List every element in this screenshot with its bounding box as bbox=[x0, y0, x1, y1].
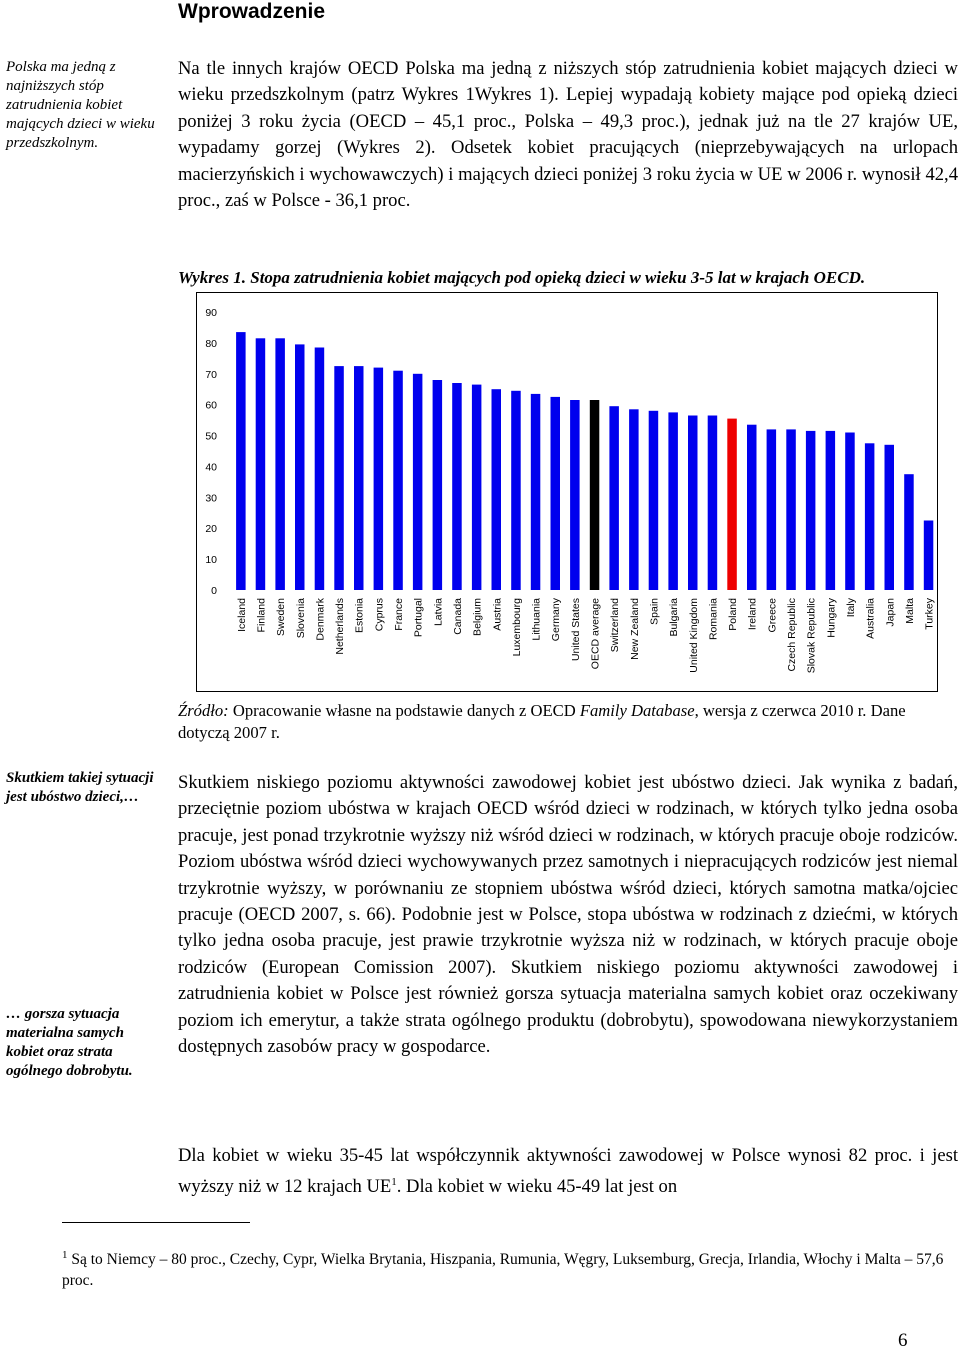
source-text-2: , wersja z czerwca 2010 r. Dane dotyczą 2007 r. bbox=[178, 701, 906, 742]
bar bbox=[295, 344, 305, 590]
x-tick-label: Denmark bbox=[314, 598, 327, 641]
x-tick-label: Estonia bbox=[353, 598, 366, 634]
x-tick-label: Slovenia bbox=[294, 598, 307, 639]
chart-source bbox=[178, 700, 938, 744]
bar bbox=[727, 419, 737, 590]
x-tick-label: Ireland bbox=[746, 598, 759, 631]
footnote-divider bbox=[62, 1222, 250, 1223]
x-tick-label: Austria bbox=[491, 598, 504, 631]
bar bbox=[492, 389, 502, 590]
bar bbox=[865, 443, 875, 590]
bar bbox=[590, 400, 600, 590]
bar bbox=[786, 429, 796, 590]
bar bbox=[688, 416, 698, 591]
bar bbox=[374, 368, 384, 590]
bar bbox=[452, 383, 462, 590]
poverty-paragraph: Skutkiem niskiego poziomu aktywności zawodowej kobiet jest ubóstwo dzieci. Jak wynika z badań, przeciętnie poziom ubóstwa w krajach OECD wśród dzieci w rodzinach, w których tylko jedna osoba pracuje, jest ponad trzykrotnie wyższy niż wśród dzieci w rodzinach, w których pracuje oboje rodziców. Poziom ubóstwa wśród dzieci wychowywanych przez samotnych i niepracujących rodziców jest niemal trzykrotnie wyższy, w porównaniu ze stopniem ubóstwa wśród dzieci, których samotna matka/ojciec pracuje (OECD 2007, s. 66). Podobnie jest w Polsce, stopa ubóstwa w rodzinach z dziećmi, w których tylko jedna osoba pracuje, jest prawie trzykrotnie wyższa niż w rodzinach, w których pracuje oboje rodziców (European Comission 2007). Skutkiem niskiego poziomu aktywności zawodowej i zatrudnienia kobiet w Polsce jest również gorsza sytuacja materialna samych kobiet oraz oczekiwany poziom ich emerytur, a także strata ogólnego produktu (dobrobytu), spowodowana niewykorzystaniem dostępnych zasobów pracy w gospodarce. bbox=[178, 772, 958, 1058]
x-tick-label: Iceland bbox=[235, 598, 248, 632]
x-tick-label: France bbox=[393, 598, 405, 631]
bar bbox=[747, 425, 757, 590]
page-number: 6 bbox=[898, 1330, 908, 1351]
activity-text-2: . Dla kobiet w wieku 45-49 lat jest on bbox=[396, 1176, 678, 1198]
x-tick-label: Greece bbox=[766, 598, 779, 633]
bar bbox=[275, 338, 285, 590]
x-tick-label: Malta bbox=[903, 598, 916, 624]
bar bbox=[767, 429, 777, 590]
x-tick-label: Hungary bbox=[825, 598, 838, 638]
x-tick-label: Italy bbox=[845, 598, 857, 618]
bar bbox=[668, 412, 678, 590]
x-tick-label: Bulgaria bbox=[668, 598, 681, 637]
footnote-number: 1 bbox=[62, 1249, 68, 1261]
x-tick-label: Netherlands bbox=[334, 598, 347, 655]
bar bbox=[354, 366, 364, 590]
x-tick-label: OECD average bbox=[589, 598, 602, 670]
intro-paragraph: Na tle innych krajów OECD Polska ma jedną z niższych stóp zatrudnienia kobiet mających dzieci w wieku przedszkolnym (patrz Wykres 1Wykres 1). Lepiej wypadają kobiety mające pod opieką dzieci poniżej 3 roku życia (OECD – 45,1 proc., Polska – 49,3 proc.), jednak już na tle 27 krajów UE, wypadamy gorzej (Wykres 2). Odsetek kobiet pracujących (nieprzebywających na urlopach macierzyńskich i wychowawczych) i mających dzieci poniżej 3 roku życia w UE w 2006 r. wynosił 42,4 proc., zaś w Polsce - 36,1 proc. bbox=[178, 58, 958, 212]
bar bbox=[393, 371, 403, 590]
activity-paragraph bbox=[178, 1143, 958, 1201]
x-tick-label: Portugal bbox=[412, 598, 425, 638]
bar bbox=[315, 348, 325, 591]
y-tick-label: 10 bbox=[205, 554, 217, 567]
page-title: Wprowadzenie bbox=[178, 0, 326, 23]
employment-bar-chart bbox=[196, 292, 938, 692]
footnote-text: Są to Niemcy – 80 proc., Czechy, Cypr, Wielka Brytania, Hiszpania, Rumunia, Węgry, Luksemburg, Grecja, Irlandia, Włochy i Malta – 57,6 proc. bbox=[62, 1251, 944, 1290]
x-tick-label: Canada bbox=[452, 598, 464, 635]
y-tick-label: 0 bbox=[211, 585, 217, 597]
bar bbox=[904, 474, 914, 590]
footnote bbox=[62, 1245, 952, 1291]
bar bbox=[845, 433, 855, 591]
x-tick-label: Poland bbox=[727, 598, 740, 631]
source-database: Family Database bbox=[579, 701, 695, 720]
x-tick-label: Australia bbox=[864, 598, 877, 639]
y-tick-label: 90 bbox=[205, 307, 217, 319]
chart-caption: Wykres 1. Stopa zatrudnienia kobiet mających pod opieką dzieci w wieku 3-5 lat w krajach OECD. bbox=[178, 268, 866, 287]
x-tick-label: Romania bbox=[707, 598, 720, 641]
x-tick-label: Czech Republic bbox=[786, 598, 798, 672]
bar bbox=[806, 431, 816, 590]
bar bbox=[511, 391, 521, 590]
margin-note-poverty: Skutkiem takiej sytuacji jest ubóstwo dzieci,… bbox=[6, 770, 154, 805]
source-label: Źródło: bbox=[178, 701, 229, 720]
bar bbox=[531, 394, 541, 590]
footnote-ref[interactable]: 1 bbox=[391, 1176, 397, 1189]
bar bbox=[334, 366, 344, 590]
activity-text: Dla kobiet w wieku 35-45 lat współczynnik aktywności zawodowej w Polsce wynosi 82 proc. i jest wyższy niż w 12 krajach UE bbox=[178, 1145, 958, 1198]
bar bbox=[433, 380, 443, 590]
bar bbox=[256, 338, 266, 590]
x-tick-label: Latvia bbox=[432, 598, 445, 627]
x-tick-label: Spain bbox=[648, 598, 661, 625]
y-tick-label: 70 bbox=[205, 368, 217, 381]
x-tick-label: Finland bbox=[255, 598, 268, 633]
y-tick-label: 60 bbox=[205, 399, 217, 412]
x-tick-label: Lithuania bbox=[530, 598, 543, 641]
y-tick-label: 30 bbox=[205, 492, 217, 505]
y-tick-label: 40 bbox=[205, 461, 217, 474]
margin-note-welfare: … gorsza sytuacja materialna samych kobiet oraz strata ogólnego dobrobytu. bbox=[6, 1006, 133, 1079]
bar bbox=[609, 406, 619, 590]
chart-svg bbox=[197, 293, 937, 691]
x-tick-label: Turkey bbox=[923, 598, 936, 630]
x-tick-label: Sweden bbox=[275, 598, 288, 636]
x-tick-label: Belgium bbox=[471, 598, 484, 636]
bar bbox=[472, 385, 482, 590]
source-text: Opracowanie własne na podstawie danych z OECD bbox=[228, 701, 580, 720]
bar bbox=[236, 332, 246, 590]
x-tick-label: Germany bbox=[550, 598, 563, 642]
bar bbox=[570, 400, 580, 590]
bar bbox=[629, 409, 639, 590]
y-tick-label: 80 bbox=[205, 337, 217, 350]
y-tick-label: 20 bbox=[205, 523, 217, 536]
x-tick-label: New Zealand bbox=[628, 598, 641, 660]
bar bbox=[551, 397, 561, 590]
x-tick-label: Slovak Republic bbox=[805, 598, 818, 674]
bar bbox=[649, 411, 659, 590]
bar bbox=[413, 374, 423, 590]
x-tick-label: United States bbox=[569, 598, 582, 662]
x-tick-label: Switzerland bbox=[609, 598, 622, 653]
bar bbox=[885, 445, 895, 590]
x-tick-label: Luxembourg bbox=[510, 598, 523, 657]
bar bbox=[924, 521, 934, 591]
y-tick-label: 50 bbox=[205, 430, 217, 443]
margin-note-employment: Polska ma jedną z najniższych stóp zatrudnienia kobiet mających dzieci w wieku przedszkolnym. bbox=[6, 59, 155, 151]
bar bbox=[708, 416, 718, 591]
bar bbox=[826, 431, 836, 590]
x-tick-label: United Kingdom bbox=[687, 598, 700, 673]
x-tick-label: Japan bbox=[884, 598, 897, 627]
x-tick-label: Cyprus bbox=[373, 598, 386, 632]
